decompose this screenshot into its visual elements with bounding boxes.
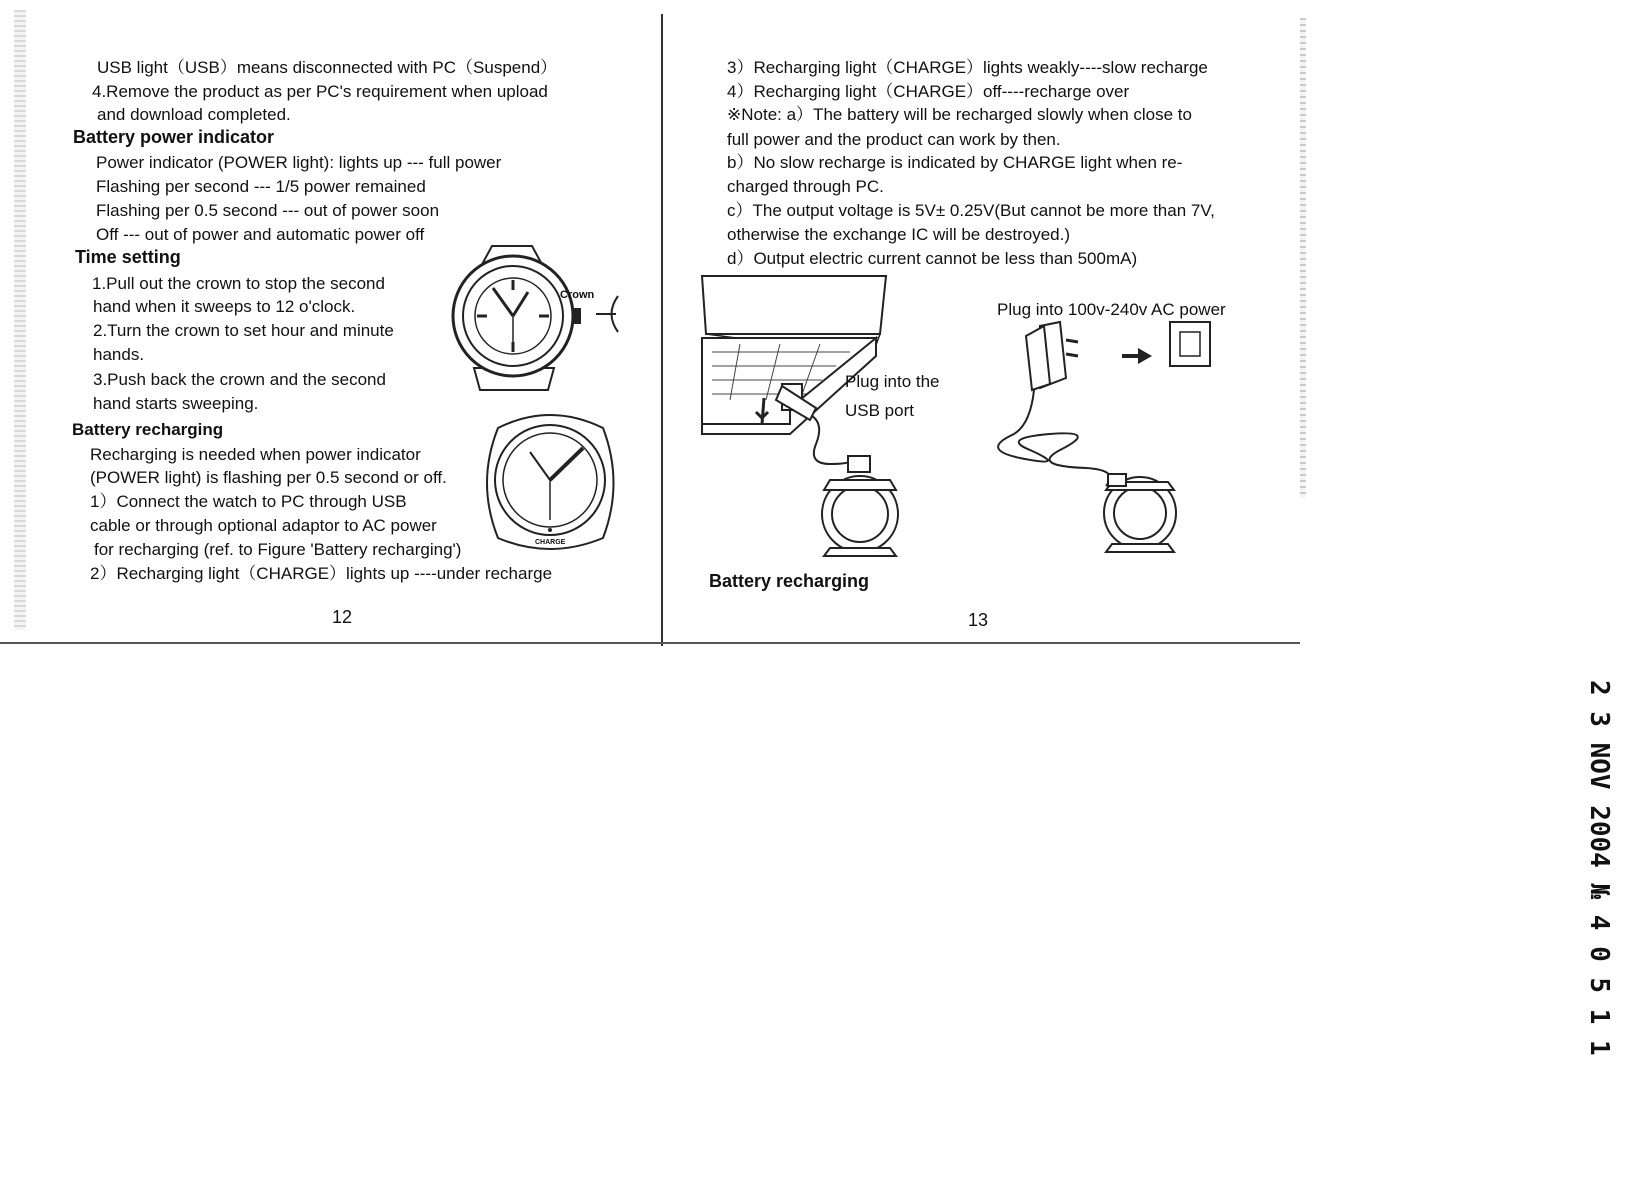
text-line: Power indicator (POWER light): lights up --- full power — [96, 153, 502, 172]
text-line: 1）Connect the watch to PC through USB — [90, 492, 407, 511]
text-line: Flashing per 0.5 second --- out of power soon — [96, 201, 440, 220]
text-line: d）Output electric current cannot be less than 500mA) — [727, 249, 1138, 268]
text-line: 2）Recharging light（CHARGE）lights up ----under recharge — [90, 564, 553, 583]
text-line: full power and the product can work by then. — [727, 130, 1061, 149]
text-line: USB light（USB）means disconnected with PC（Suspend） — [97, 58, 558, 77]
text-line: c）The output voltage is 5V± 0.25V(But cannot be more than 7V, — [727, 201, 1215, 220]
crown-label: Crown — [560, 289, 595, 301]
text-line: (POWER light) is flashing per 0.5 second or off. — [90, 468, 447, 487]
laptop-usb-illustration — [700, 274, 960, 564]
text-line: 4.Remove the product as per PC's requirement when upload — [92, 82, 548, 101]
text-line: for recharging (ref. to Figure 'Battery recharging') — [94, 540, 462, 559]
text-line: hand when it sweeps to 12 o'clock. — [93, 297, 356, 316]
text-line: hands. — [93, 345, 145, 364]
text-line: Recharging is needed when power indicator — [90, 445, 421, 464]
usb-label: USB port — [845, 401, 914, 420]
date-stamp-text: 2 3 NOV 2004 № 4 0 5 1 1 — [1584, 680, 1614, 1056]
text-line: Flashing per second --- 1/5 power remained — [96, 177, 426, 196]
page-bottom-edge — [0, 642, 1300, 644]
text-line: hand starts sweeping. — [93, 394, 259, 413]
ac-power-label: Plug into 100v-240v AC power — [997, 300, 1226, 319]
text-line: 3.Push back the crown and the second — [93, 370, 386, 389]
section-heading: Battery recharging — [72, 420, 224, 439]
page-gutter — [661, 14, 663, 646]
ac-adapter-illustration — [990, 318, 1230, 563]
date-stamp — [1584, 680, 1650, 1080]
figure-caption: Battery recharging — [709, 571, 870, 591]
text-line: Off --- out of power and automatic power off — [96, 225, 425, 244]
text-line: ※Note: a）The battery will be recharged slowly when close to — [727, 105, 1192, 124]
text-line: otherwise the exchange IC will be destroyed.) — [727, 225, 1071, 244]
page-number: 13 — [968, 610, 989, 630]
text-line: 3）Recharging light（CHARGE）lights weakly----slow recharge — [727, 58, 1208, 77]
section-heading: Battery power indicator — [73, 127, 275, 147]
text-line: charged through PC. — [727, 177, 884, 196]
text-line: 1.Pull out the crown to stop the second — [92, 274, 385, 293]
text-line: and download completed. — [97, 105, 291, 124]
charge-watch-illustration — [478, 408, 623, 558]
text-line: 2.Turn the crown to set hour and minute — [93, 321, 394, 340]
text-line: cable or through optional adaptor to AC power — [90, 516, 437, 535]
text-line: 4）Recharging light（CHARGE）off----recharge over — [727, 82, 1130, 101]
usb-label: Plug into the — [845, 372, 940, 391]
watch-crown-illustration — [440, 244, 640, 394]
scan-edge-right — [1300, 18, 1306, 498]
page-number: 12 — [332, 607, 353, 627]
scan-edge-left — [14, 10, 26, 630]
section-heading: Time setting — [75, 247, 181, 267]
text-line: b）No slow recharge is indicated by CHARGE light when re- — [727, 153, 1183, 172]
charge-label: CHARGE — [535, 539, 566, 546]
